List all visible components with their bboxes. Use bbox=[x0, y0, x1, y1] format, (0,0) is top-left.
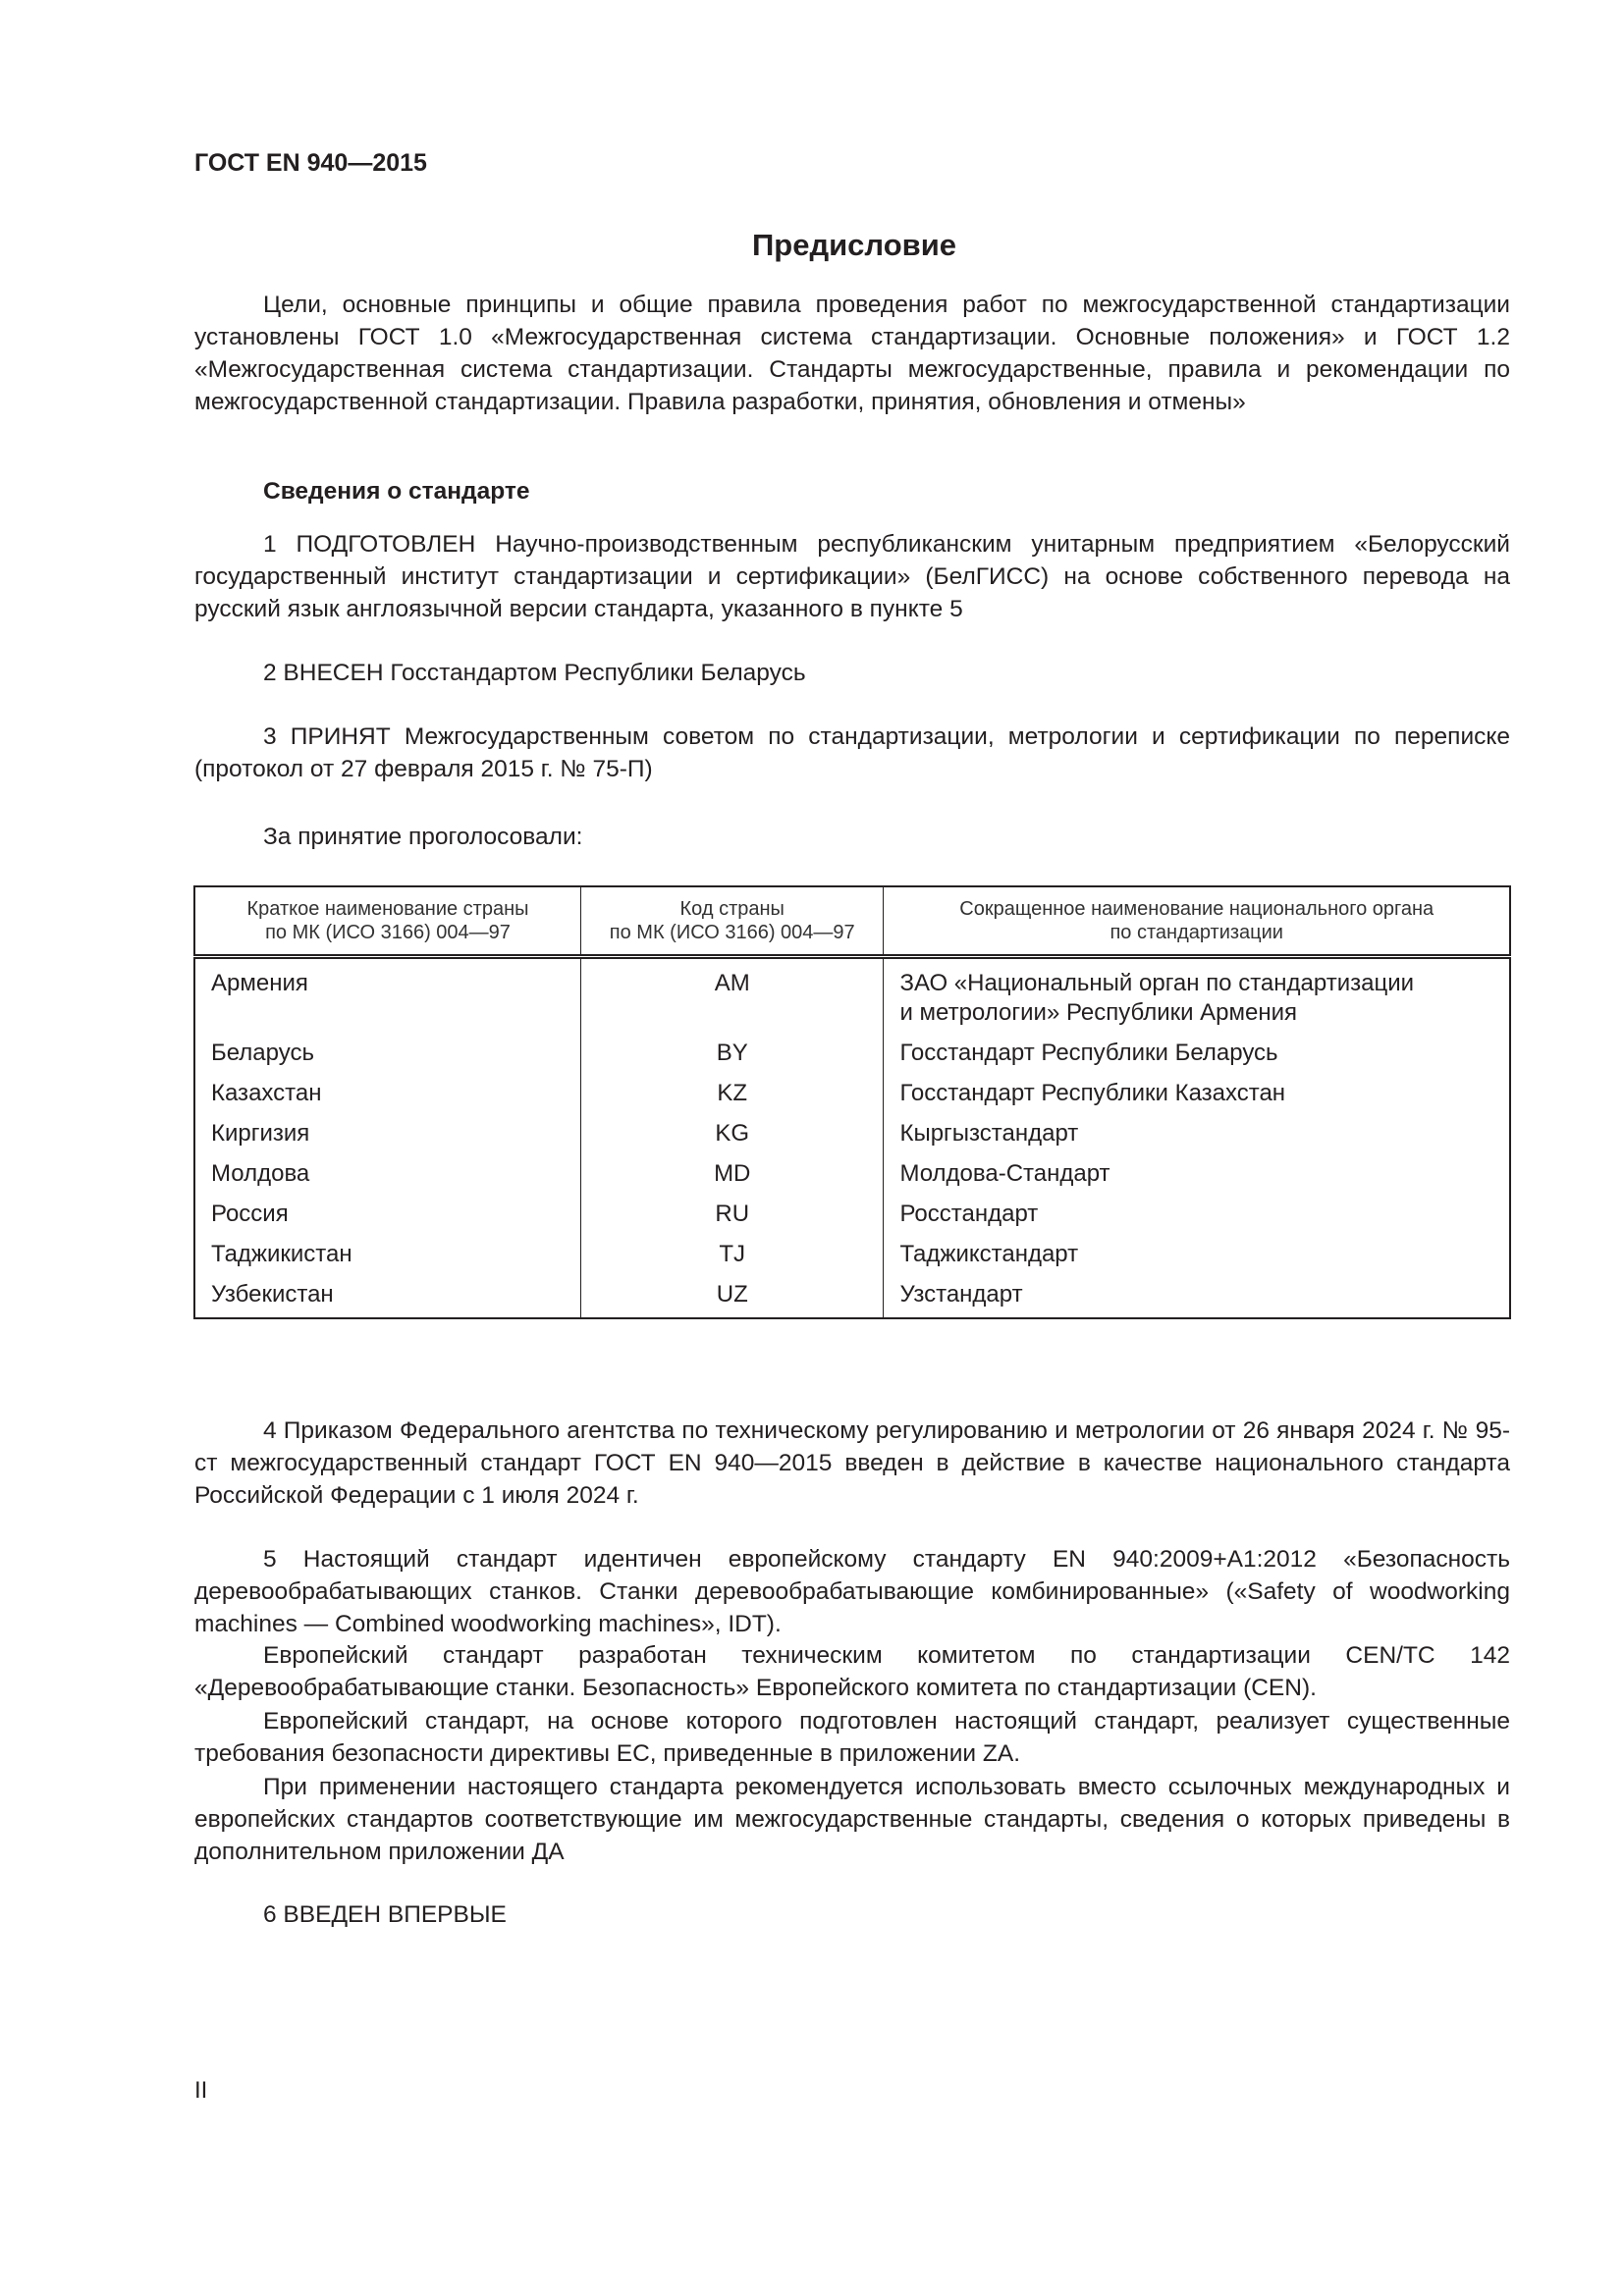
code-cell: UZ bbox=[581, 1275, 884, 1318]
code-cell: AM bbox=[581, 957, 884, 1035]
national-body-cell: Кыргызстандарт bbox=[884, 1114, 1510, 1154]
column-header-national-body: Сокращенное наименование национального органа по стандартизации bbox=[884, 886, 1510, 957]
code-cell: BY bbox=[581, 1034, 884, 1074]
column-header-code: Код страны по МК (ИСО 3166) 004—97 bbox=[581, 886, 884, 957]
code-cell: TJ bbox=[581, 1235, 884, 1275]
country-cell: Россия bbox=[194, 1195, 581, 1235]
country-cell: Казахстан bbox=[194, 1074, 581, 1114]
table-row bbox=[194, 1195, 1510, 1235]
national-body-cell: Молдова-Стандарт bbox=[884, 1154, 1510, 1195]
section-2: 2 ВНЕСЕН Госстандартом Республики Беларусь bbox=[263, 660, 806, 686]
country-cell: Молдова bbox=[194, 1154, 581, 1195]
section-heading: Сведения о стандарте bbox=[263, 478, 530, 505]
section-4: 4 Приказом Федерального агентства по техническому регулированию и метрологии от 26 января 2024 г. № 95-ст межгосударственный стандарт ГОСТ EN 940—2015 введен в действие в качестве национального стандарта Российской Федерации с 1 июля 2024 г. bbox=[194, 1417, 1510, 1509]
national-body-cell: Таджикстандарт bbox=[884, 1235, 1510, 1275]
table-row bbox=[194, 1275, 1510, 1318]
code-cell: MD bbox=[581, 1154, 884, 1195]
table-row bbox=[194, 1154, 1510, 1195]
national-body-cell: Росстандарт bbox=[884, 1195, 1510, 1235]
section-5: 5 Настоящий стандарт идентичен европейскому стандарту EN 940:2009+A1:2012 «Безопасность деревообрабатывающих станков. Станки деревообрабатывающие комбинированные» («Safety of woodworking machines — Combined woodworking machines», IDT). bbox=[194, 1546, 1510, 1637]
section-3: 3 ПРИНЯТ Межгосударственным советом по стандартизации, метрологии и сертификации по переписке (протокол от 27 февраля 2015 г. № 75-П) bbox=[194, 723, 1510, 782]
table-row bbox=[194, 957, 1510, 1035]
table-row bbox=[194, 1074, 1510, 1114]
code-cell: KZ bbox=[581, 1074, 884, 1114]
table-row bbox=[194, 1034, 1510, 1074]
vote-intro: За принятие проголосовали: bbox=[263, 824, 583, 850]
national-body-cell: Госстандарт Республики Казахстан bbox=[884, 1074, 1510, 1114]
code-cell: KG bbox=[581, 1114, 884, 1154]
national-body-cell: Госстандарт Республики Беларусь bbox=[884, 1034, 1510, 1074]
section-1: 1 ПОДГОТОВЛЕН Научно-производственным республиканским унитарным предприятием «Белорусский государственный институт стандартизации и сертификации» (БелГИСС) на основе собственного перевода на русский язык англоязычной версии стандарта, указанного в пункте 5 bbox=[194, 531, 1510, 622]
table-header-row bbox=[194, 886, 1510, 957]
section-5-paragraph-2: Европейский стандарт разработан техническим комитетом по стандартизации CEN/TC 142 «Деревообрабатывающие станки. Безопасность» Европейского комитета по стандартизации (CEN). bbox=[194, 1642, 1510, 1701]
section-5-paragraph-4: При применении настоящего стандарта рекомендуется использовать вместо ссылочных международных и европейских стандартов соответствующие им межгосударственные стандарты, сведения о которых приведены в дополнительном приложении ДА bbox=[194, 1774, 1510, 1865]
section-6: 6 ВВЕДЕН ВПЕРВЫЕ bbox=[263, 1901, 507, 1928]
country-cell: Беларусь bbox=[194, 1034, 581, 1074]
page-number: II bbox=[194, 2077, 208, 2104]
national-body-cell: ЗАО «Национальный орган по стандартизации и метрологии» Республики Армения bbox=[884, 957, 1510, 1035]
country-cell: Узбекистан bbox=[194, 1275, 581, 1318]
page-title: Предисловие bbox=[751, 228, 956, 262]
country-cell: Таджикистан bbox=[194, 1235, 581, 1275]
country-cell: Армения bbox=[194, 957, 581, 1035]
national-body-cell: Узстандарт bbox=[884, 1275, 1510, 1318]
document-id: ГОСТ EN 940—2015 bbox=[194, 149, 427, 177]
table-row bbox=[194, 1235, 1510, 1275]
country-cell: Киргизия bbox=[194, 1114, 581, 1154]
column-header-country: Краткое наименование страны по МК (ИСО 3166) 004—97 bbox=[194, 886, 581, 957]
intro-paragraph: Цели, основные принципы и общие правила проведения работ по межгосударственной стандартизации установлены ГОСТ 1.0 «Межгосударственная система стандартизации. Основные положения» и ГОСТ 1.2 «Межгосударственная система стандартизации. Стандарты межгосударственные, правила и рекомендации по межгосударственной стандартизации. Правила разработки, принятия, обновления и отмены» bbox=[194, 292, 1510, 415]
table-row bbox=[194, 1114, 1510, 1154]
voting-countries-table bbox=[193, 885, 1511, 1319]
code-cell: RU bbox=[581, 1195, 884, 1235]
section-5-paragraph-3: Европейский стандарт, на основе которого подготовлен настоящий стандарт, реализует существенные требования безопасности директивы ЕС, приведенные в приложении ZA. bbox=[194, 1708, 1510, 1767]
